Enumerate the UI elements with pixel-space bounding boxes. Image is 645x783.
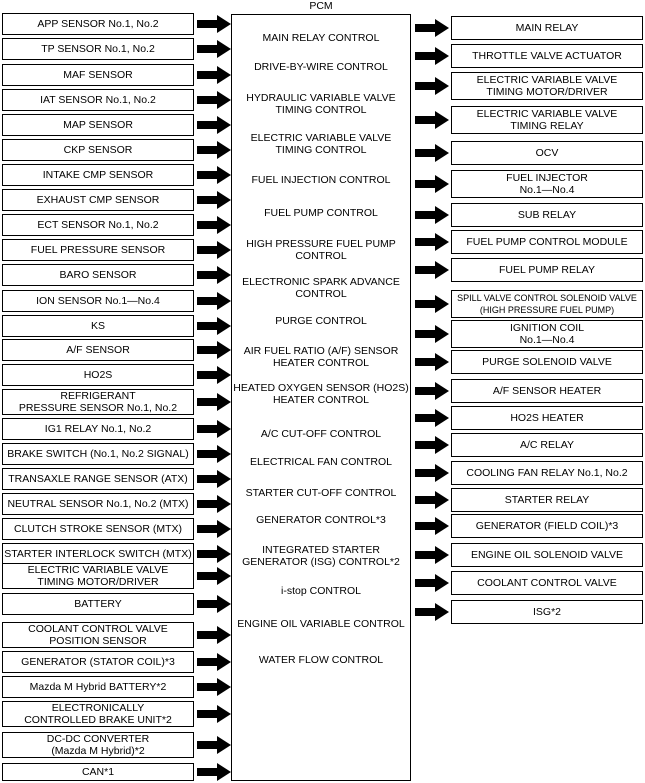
input-arrow-icon [197, 595, 231, 613]
pcm-function: AIR FUEL RATIO (A/F) SENSOR HEATER CONTROL [243, 345, 399, 369]
input-arrow-icon [197, 653, 231, 671]
pcm-function: STARTER CUT-OFF CONTROL [245, 487, 397, 499]
input-arrow-icon [197, 420, 231, 438]
input-box: APP SENSOR No.1, No.2 [2, 13, 194, 35]
output-arrow-icon [415, 409, 449, 427]
pcm-function: ENGINE OIL VARIABLE CONTROL [237, 618, 405, 630]
pcm-title: PCM [309, 0, 333, 12]
output-arrow-icon [415, 574, 449, 592]
output-box: GENERATOR (FIELD COIL)*3 [451, 514, 643, 538]
output-arrow-icon [415, 77, 449, 95]
output-box: FUEL INJECTOR No.1—No.4 [451, 170, 643, 198]
input-box: CAN*1 [2, 763, 194, 781]
input-box: CLUTCH STROKE SENSOR (MTX) [2, 518, 194, 540]
output-arrow-icon [415, 295, 449, 313]
input-arrow-icon [197, 216, 231, 234]
input-box: REFRIGERANT PRESSURE SENSOR No.1, No.2 [2, 389, 194, 415]
output-arrow-icon [415, 19, 449, 37]
input-arrow-icon [197, 470, 231, 488]
input-box: MAP SENSOR [2, 114, 194, 136]
input-arrow-icon [197, 366, 231, 384]
pcm-function: ELECTRICAL FAN CONTROL [250, 456, 392, 468]
output-box: ELECTRIC VARIABLE VALVE TIMING MOTOR/DRIVER [451, 72, 643, 100]
input-arrow-icon [197, 40, 231, 58]
input-box: BATTERY [2, 593, 194, 615]
output-box: ENGINE OIL SOLENOID VALVE [451, 543, 643, 567]
input-box: ELECTRIC VARIABLE VALVE TIMING MOTOR/DRIVER [2, 563, 194, 589]
pcm-function: INTEGRATED STARTER GENERATOR (ISG) CONTROL*2 [242, 544, 400, 568]
output-arrow-icon [415, 233, 449, 251]
output-box: HO2S HEATER [451, 406, 643, 430]
output-box: A/F SENSOR HEATER [451, 379, 643, 403]
output-arrow-icon [415, 111, 449, 129]
output-box: ELECTRIC VARIABLE VALVE TIMING RELAY [451, 106, 643, 134]
pcm-function: HEATED OXYGEN SENSOR (HO2S) HEATER CONTROL [233, 382, 409, 406]
input-arrow-icon [197, 292, 231, 310]
input-box: Mazda M Hybrid BATTERY*2 [2, 676, 194, 698]
output-box: COOLING FAN RELAY No.1, No.2 [451, 461, 643, 485]
input-arrow-icon [197, 495, 231, 513]
output-box: THROTTLE VALVE ACTUATOR [451, 44, 643, 68]
output-arrow-icon [415, 353, 449, 371]
input-box: A/F SENSOR [2, 339, 194, 361]
input-box: DC-DC CONVERTER (Mazda M Hybrid)*2 [2, 732, 194, 758]
input-box: MAF SENSOR [2, 64, 194, 86]
input-arrow-icon [197, 626, 231, 644]
output-box: SUB RELAY [451, 203, 643, 227]
pcm-function: ELECTRONIC SPARK ADVANCE CONTROL [242, 276, 400, 300]
input-box: NEUTRAL SENSOR No.1, No.2 (MTX) [2, 493, 194, 515]
output-arrow-icon [415, 325, 449, 343]
input-arrow-icon [197, 736, 231, 754]
output-box: ISG*2 [451, 600, 643, 624]
input-arrow-icon [197, 141, 231, 159]
output-arrow-icon [415, 436, 449, 454]
output-box: SPILL VALVE CONTROL SOLENOID VALVE (HIGH PRESSURE FUEL PUMP) [451, 290, 643, 318]
output-arrow-icon [415, 382, 449, 400]
pcm-function: FUEL INJECTION CONTROL [251, 174, 391, 186]
pcm-block [231, 14, 411, 781]
input-arrow-icon [197, 678, 231, 696]
input-box: TRANSAXLE RANGE SENSOR (ATX) [2, 468, 194, 490]
output-arrow-icon [415, 175, 449, 193]
output-box: A/C RELAY [451, 433, 643, 457]
pcm-function: WATER FLOW CONTROL [258, 654, 384, 666]
output-arrow-icon [415, 603, 449, 621]
pcm-function: PURGE CONTROL [275, 315, 367, 327]
input-box: ECT SENSOR No.1, No.2 [2, 214, 194, 236]
output-box: STARTER RELAY [451, 488, 643, 512]
pcm-function: HYDRAULIC VARIABLE VALVE TIMING CONTROL [246, 92, 396, 116]
input-arrow-icon [197, 166, 231, 184]
input-box: STARTER INTERLOCK SWITCH (MTX) [2, 543, 194, 565]
input-arrow-icon [197, 15, 231, 33]
input-arrow-icon [197, 763, 231, 781]
input-box: HO2S [2, 364, 194, 386]
output-arrow-icon [415, 491, 449, 509]
pcm-function: DRIVE-BY-WIRE CONTROL [254, 61, 388, 73]
output-box: COOLANT CONTROL VALVE [451, 571, 643, 595]
input-arrow-icon [197, 393, 231, 411]
pcm-function: A/C CUT-OFF CONTROL [260, 428, 382, 440]
output-arrow-icon [415, 546, 449, 564]
input-box: BARO SENSOR [2, 264, 194, 286]
input-box: TP SENSOR No.1, No.2 [2, 38, 194, 60]
input-box: INTAKE CMP SENSOR [2, 164, 194, 186]
output-arrow-icon [415, 517, 449, 535]
pcm-function: GENERATOR CONTROL*3 [256, 514, 386, 526]
pcm-function: i-stop CONTROL [281, 585, 361, 597]
input-box: EXHAUST CMP SENSOR [2, 189, 194, 211]
output-box: FUEL PUMP RELAY [451, 258, 643, 282]
pcm-function: MAIN RELAY CONTROL [262, 32, 380, 44]
input-box: COOLANT CONTROL VALVE POSITION SENSOR [2, 622, 194, 648]
input-arrow-icon [197, 520, 231, 538]
input-arrow-icon [197, 317, 231, 335]
input-arrow-icon [197, 66, 231, 84]
input-arrow-icon [197, 705, 231, 723]
output-arrow-icon [415, 206, 449, 224]
output-box: MAIN RELAY [451, 16, 643, 40]
input-arrow-icon [197, 266, 231, 284]
output-box: IGNITION COIL No.1—No.4 [451, 320, 643, 348]
output-arrow-icon [415, 464, 449, 482]
pcm-function: FUEL PUMP CONTROL [264, 207, 378, 219]
input-box: IG1 RELAY No.1, No.2 [2, 418, 194, 440]
output-arrow-icon [415, 144, 449, 162]
input-arrow-icon [197, 91, 231, 109]
input-arrow-icon [197, 241, 231, 259]
input-box: CKP SENSOR [2, 139, 194, 161]
output-box: FUEL PUMP CONTROL MODULE [451, 230, 643, 254]
input-box: BRAKE SWITCH (No.1, No.2 SIGNAL) [2, 443, 194, 465]
input-arrow-icon [197, 116, 231, 134]
input-arrow-icon [197, 191, 231, 209]
pcm-function: HIGH PRESSURE FUEL PUMP CONTROL [246, 238, 396, 262]
input-arrow-icon [197, 445, 231, 463]
input-box: KS [2, 315, 194, 337]
output-box: OCV [451, 141, 643, 165]
output-box: PURGE SOLENOID VALVE [451, 350, 643, 374]
input-box: ION SENSOR No.1—No.4 [2, 290, 194, 312]
output-arrow-icon [415, 261, 449, 279]
pcm-function: ELECTRIC VARIABLE VALVE TIMING CONTROL [250, 132, 392, 156]
input-arrow-icon [197, 341, 231, 359]
input-box: IAT SENSOR No.1, No.2 [2, 89, 194, 111]
output-arrow-icon [415, 47, 449, 65]
input-box: FUEL PRESSURE SENSOR [2, 239, 194, 261]
input-box: GENERATOR (STATOR COIL)*3 [2, 651, 194, 673]
input-arrow-icon [197, 545, 231, 563]
input-box: ELECTRONICALLY CONTROLLED BRAKE UNIT*2 [2, 701, 194, 727]
input-arrow-icon [197, 567, 231, 585]
